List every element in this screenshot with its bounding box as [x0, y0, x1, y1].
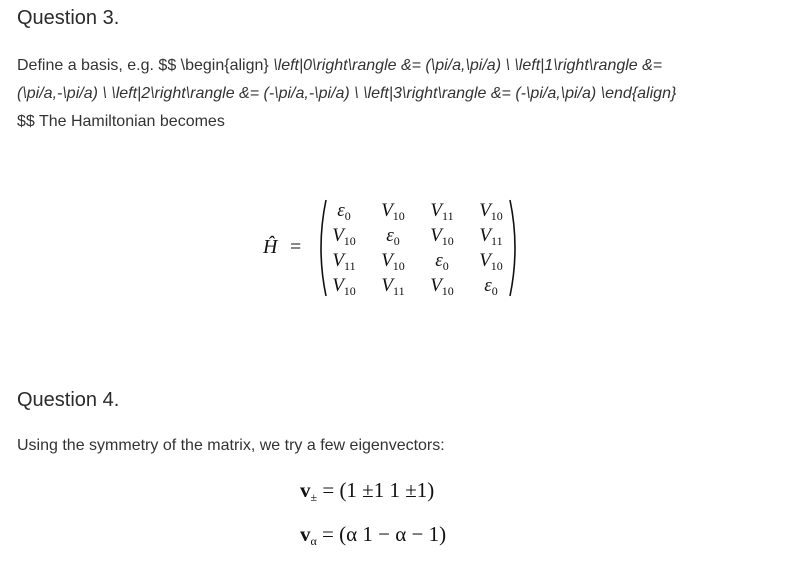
equals-sign: = [322, 522, 334, 546]
vector-subscript: ± [310, 490, 318, 504]
vector-components: (α 1 − α − 1) [339, 522, 447, 546]
equals-sign: = [290, 236, 302, 258]
matrix-cell-r0-c0: $\varepsilon_0$ [337, 200, 351, 223]
matrix-cell-r3-c1: $V_{11}$ [381, 275, 405, 298]
vector-subscript: α [310, 534, 317, 548]
matrix-cell-r2-c3: $V_{10}$ [479, 250, 503, 273]
matrix-cell-r1-c2: $V_{10}$ [430, 225, 454, 248]
matrix-cell-r0-c2: $V_{11}$ [430, 200, 454, 223]
matrix-cell-r0-c1: $V_{10}$ [381, 200, 405, 223]
paragraph-text: $$ The Hamiltonian becomes [17, 113, 225, 130]
matrix-cell-r3-c0: $V_{10}$ [332, 275, 356, 298]
vector-components: (1 ±1 1 ±1) [339, 478, 435, 502]
paragraph-italic-text: \left|0\right\rangle &= (\pi/a,\pi/a) \ \left|1\right\rangle &= [273, 57, 663, 74]
matrix-cell-r3-c2: $V_{10}$ [430, 275, 454, 298]
matrix-cell-r2-c1: $V_{10}$ [381, 250, 405, 273]
paragraph-text: Define a basis, e.g. $$ \begin{align} [17, 57, 274, 74]
matrix-cell-r2-c0: $V_{11}$ [332, 250, 356, 273]
matrix-cell-r1-c3: $V_{11}$ [479, 225, 503, 248]
vector-symbol: v [300, 478, 311, 502]
question-3-paragraph [17, 52, 792, 136]
matrix-cell-r2-c2: $\varepsilon_0$ [435, 250, 449, 273]
hamiltonian-matrix [322, 200, 518, 300]
hamiltonian-symbol: Ĥ [263, 236, 278, 258]
eigenvector-equation-plus-minus [300, 478, 434, 505]
vector-symbol: v [300, 522, 311, 546]
paragraph-italic-text: (\pi/a,-\pi/a) \ \left|2\right\rangle &= (-\pi/a,-\pi/a) \ \left|3\right\rangle &= (-\pi/a,\pi/a) \end{align} [17, 85, 677, 102]
matrix-cell-r1-c0: $V_{10}$ [332, 225, 356, 248]
matrix-cell-r1-c1: $\varepsilon_0$ [386, 225, 400, 248]
eigenvector-equation-alpha [300, 522, 446, 549]
question-3-heading: Question 3. [17, 7, 120, 29]
equals-sign: = [322, 478, 335, 502]
matrix-cell-r3-c3: $\varepsilon_0$ [484, 275, 498, 298]
question-4-paragraph: Using the symmetry of the matrix, we try a few eigenvectors: [17, 437, 445, 454]
question-4-heading: Question 4. [17, 389, 120, 411]
matrix-cell-r0-c3: $V_{10}$ [479, 200, 503, 223]
